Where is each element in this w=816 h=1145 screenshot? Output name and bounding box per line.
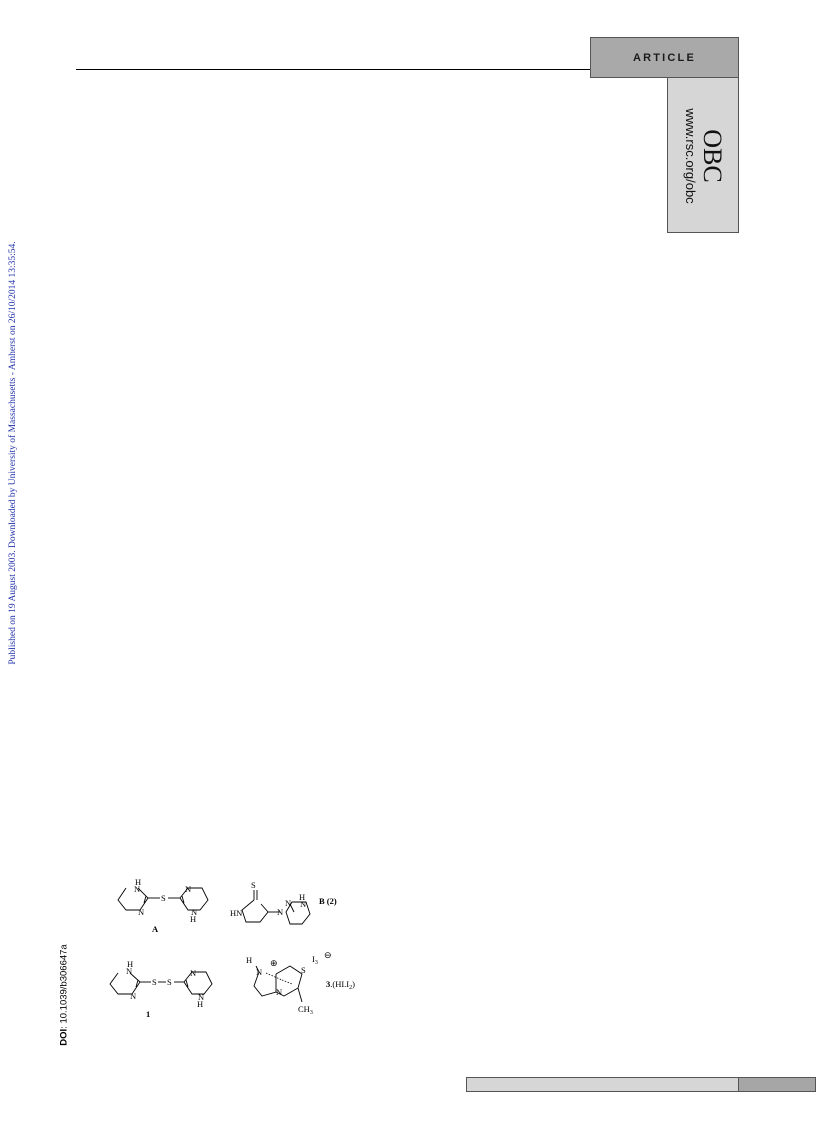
atom-n: N: [256, 967, 263, 977]
article-type-label: ARTICLE: [632, 51, 697, 64]
atom-n: N: [138, 907, 145, 917]
structure-label-3: $3.(HI.I_2)$: [326, 979, 355, 991]
atom-n: N: [276, 987, 283, 997]
atom-s: S: [161, 893, 166, 903]
journal-abbrev: OBC: [698, 129, 727, 183]
atom-h: H: [299, 892, 306, 902]
atom-s: S: [251, 880, 256, 890]
doi-label: DOI: [58, 1028, 70, 1046]
chemical-structures-figure: [96, 870, 376, 1020]
atom-h: H: [246, 955, 253, 965]
atom-h: H: [135, 877, 142, 887]
download-watermark[interactable]: Published on 19 August 2003. Downloaded by University of Massachusetts - Amherst on 26/10/2014 13:35:54.: [8, 241, 18, 665]
atom-s: S: [301, 965, 306, 975]
charge-plus: ⊕: [270, 958, 278, 968]
charge-minus: ⊖: [324, 950, 332, 960]
atom-n: N: [300, 899, 307, 909]
atom-n: N: [134, 884, 141, 894]
journal-band-text: [682, 108, 726, 203]
atom-n: N: [198, 992, 205, 1002]
atom-h: H: [127, 959, 134, 969]
journal-band: [667, 78, 739, 233]
atom-n: N: [190, 968, 197, 978]
atom-n: N: [130, 991, 137, 1001]
header-rule: [76, 69, 590, 70]
methyl-group: $CH_3$: [298, 1004, 313, 1016]
atom-h: H: [190, 914, 197, 924]
structure-label-a: A: [152, 924, 159, 934]
atom-n: N: [191, 907, 198, 917]
iodide-counterion: $I_3$: [312, 954, 318, 966]
footer-bar-segment: [738, 1078, 815, 1091]
footer-bar: [466, 1077, 816, 1092]
atom-n: N: [126, 966, 133, 976]
journal-url[interactable]: www.rsc.org/obc: [683, 108, 698, 204]
atom-s: S: [167, 977, 172, 987]
doi-value: : 10.1039/b306647a: [58, 944, 70, 1029]
atom-hn: HN: [230, 908, 243, 918]
atom-s: S: [152, 977, 157, 987]
structure-label-b: B (2): [319, 896, 337, 906]
article-type-tab: [590, 37, 739, 78]
atom-h: H: [197, 999, 204, 1009]
doi: [59, 944, 70, 1045]
atom-n: N: [185, 884, 192, 894]
atom-n: N: [277, 907, 284, 917]
atom-n: N: [285, 898, 292, 908]
structure-label-1: 1: [146, 1009, 151, 1019]
